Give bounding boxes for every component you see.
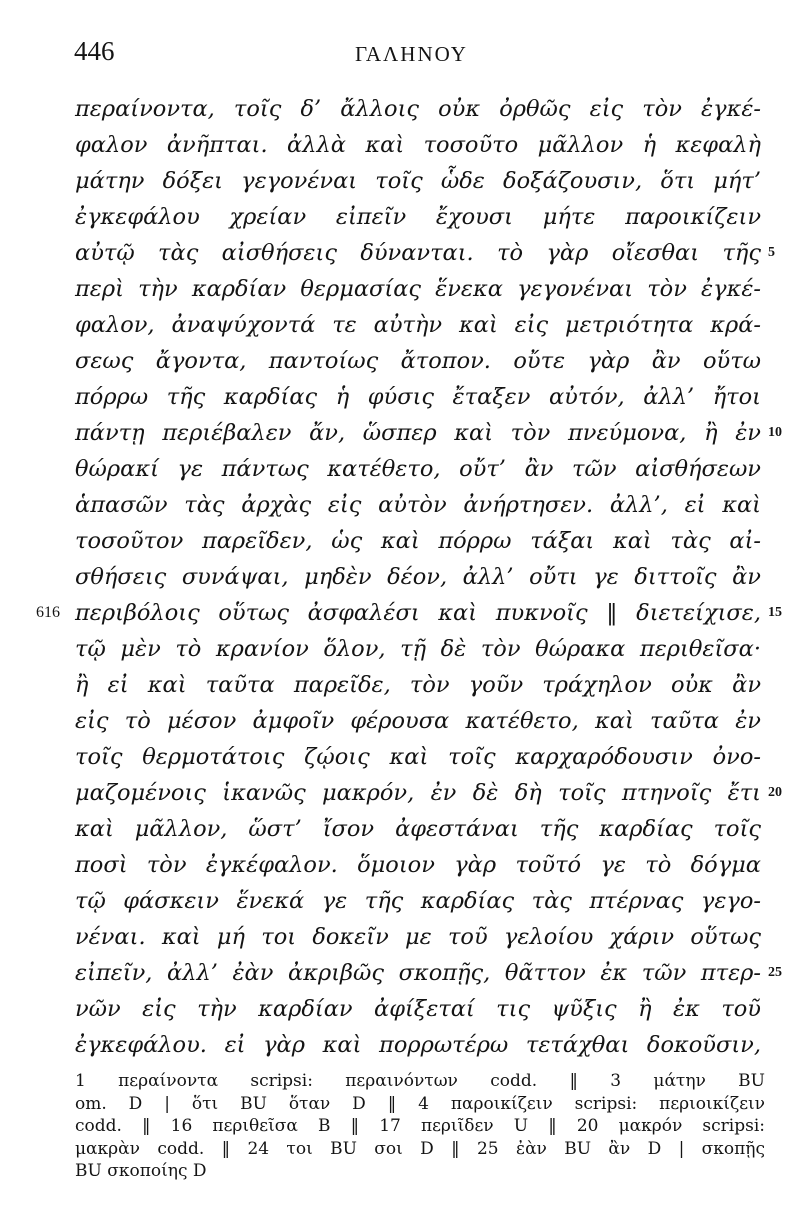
line-text: ἐγκεφάλου. εἰ γὰρ καὶ πορρωτέρω τετάχθαι δοκοῦσιν, [75,1032,761,1058]
page-header [0,32,800,72]
line-text: τοσοῦτον παρεῖδεν, ὡς καὶ πόρρω τάξαι καὶ τὰς αἰ- [75,528,761,554]
line-text: εἰς τὸ μέσον ἀμφοῖν φέρουσα κατέθετο, καὶ ταῦτα ἐν [75,708,761,734]
line-text: εἰπεῖν, ἀλλ’ ἐὰν ἀκριβῶς σκοπῇς, θᾶττον ἐκ τῶν πτερ- [75,960,761,986]
text-line [0,991,800,1027]
text-line [0,955,800,991]
line-text: σθήσεις συνάψαι, μηδὲν δέον, ἀλλ’ οὔτι γε διττοῖς ἂν [75,564,761,590]
line-text: νῶν εἰς τὴν καρδίαν ἀφίξεταί τις ψῦξις ἢ ἐκ τοῦ [75,996,761,1022]
text-line [0,775,800,811]
text-line [0,559,800,595]
text-line [0,811,800,847]
text-line [0,91,800,127]
text-line [0,595,800,631]
text-line [0,847,800,883]
line-text: μαζομένοις ἱκανῶς μακρόν, ἐν δὲ δὴ τοῖς πτηνοῖς ἔτι [75,780,761,806]
line-text: ἢ εἰ καὶ ταῦτα παρεῖδε, τὸν γοῦν τράχηλον οὐκ ἂν [75,672,761,698]
line-number: 15 [768,605,782,620]
line-text: τῷ μὲν τὸ κρανίον ὅλον, τῇ δὲ τὸν θώρακα περιθεῖσα· [75,636,761,662]
text-line [0,307,800,343]
line-text: ποσὶ τὸν ἐγκέφαλον. ὅμοιον γὰρ τοῦτό γε τὸ δόγμα [75,852,761,878]
line-text: αὐτῷ τὰς αἰσθήσεις δύνανται. τὸ γὰρ οἴεσθαι τῆς [75,240,761,266]
footnote-line: om. D | ὅτι BU ὅταν D ‖ 4 παροικίζειν scripsi: περιοικίζειν [75,1093,765,1114]
line-number: 10 [768,425,782,440]
footnote-line: BU σκοποίης D [75,1161,207,1181]
line-text: περαίνοντα, τοῖς δ’ ἄλλοις οὐκ ὀρθῶς εἰς τὸν ἐγκέ- [75,96,761,122]
text-line [0,451,800,487]
line-text: φαλον, ἀναψύχοντά τε αὐτὴν καὶ εἰς μετριότητα κρά- [75,312,761,338]
text-line [0,703,800,739]
edition-page-marker: 616 [36,604,60,621]
text-line [0,379,800,415]
text-line [0,415,800,451]
line-text: μάτην δόξει γεγονέναι τοῖς ὧδε δοξάζουσιν, ὅτι μήτ’ [75,168,761,194]
line-text: θώρακί γε πάντως κατέθετο, οὔτ’ ἂν τῶν αἰσθήσεων [75,456,761,482]
footnote-line: μακρὰν codd. ‖ 24 τοι BU σοι D ‖ 25 ἐὰν BU ἂν D | σκοπῇς [75,1138,765,1159]
text-line [0,271,800,307]
line-text: περιβόλοις οὕτως ἀσφαλέσι καὶ πυκνοῖς ‖ διετείχισε, [75,600,761,626]
line-text: τῷ φάσκειν ἕνεκά γε τῆς καρδίας τὰς πτέρνας γεγο- [75,888,761,914]
line-text: ἁπασῶν τὰς ἀρχὰς εἰς αὐτὸν ἀνήρτησεν. ἀλλ’, εἰ καὶ [75,492,761,518]
text-line [0,919,800,955]
text-line [0,883,800,919]
line-text: καὶ μᾶλλον, ὥστ’ ἴσον ἀφεστάναι τῆς καρδίας τοῖς [75,816,761,842]
running-head: ΓΑΛΗΝΟΥ [355,42,468,66]
line-text: νέναι. καὶ μή τοι δοκεῖν με τοῦ γελοίου χάριν οὕτως [75,924,761,950]
line-text: σεως ἄγοντα, παντοίως ἄτοπον. οὔτε γὰρ ἂν οὕτω [75,348,761,374]
line-number: 20 [768,785,782,800]
text-line [0,739,800,775]
text-line [0,199,800,235]
text-line [0,235,800,271]
text-line [0,631,800,667]
line-text: τοῖς θερμοτάτοις ζῴοις καὶ τοῖς καρχαρόδουσιν ὀνο- [75,744,761,770]
text-line [0,343,800,379]
line-text: περὶ τὴν καρδίαν θερμασίας ἕνεκα γεγονέναι τὸν ἐγκέ- [75,276,761,302]
line-text: πόρρω τῆς καρδίας ἡ φύσις ἔταξεν αὐτόν, ἀλλ’ ἤτοι [75,384,761,410]
text-line [0,667,800,703]
line-text: φαλον ἀνῆπται. ἀλλὰ καὶ τοσοῦτο μᾶλλον ἡ κεφαλὴ [75,132,761,158]
footnote-line: codd. ‖ 16 περιθεῖσα B ‖ 17 περιῖδεν U ‖ 20 μακρόν scripsi: [75,1116,765,1136]
text-line [0,487,800,523]
text-line [0,523,800,559]
text-line [0,1027,800,1063]
page-number: 446 [74,36,115,66]
line-text: πάντῃ περιέβαλεν ἄν, ὥσπερ καὶ τὸν πνεύμονα, ἢ ἐν [75,420,761,446]
text-line [0,163,800,199]
line-text: ἐγκεφάλου χρείαν εἰπεῖν ἔχουσι μήτε παροικίζειν [75,204,761,230]
text-line [0,127,800,163]
line-number: 5 [768,245,775,260]
footnote-line: 1 περαίνοντα scripsi: περαινόντων codd. ‖ 3 μάτην BU [75,1071,765,1091]
line-number: 25 [768,965,782,980]
